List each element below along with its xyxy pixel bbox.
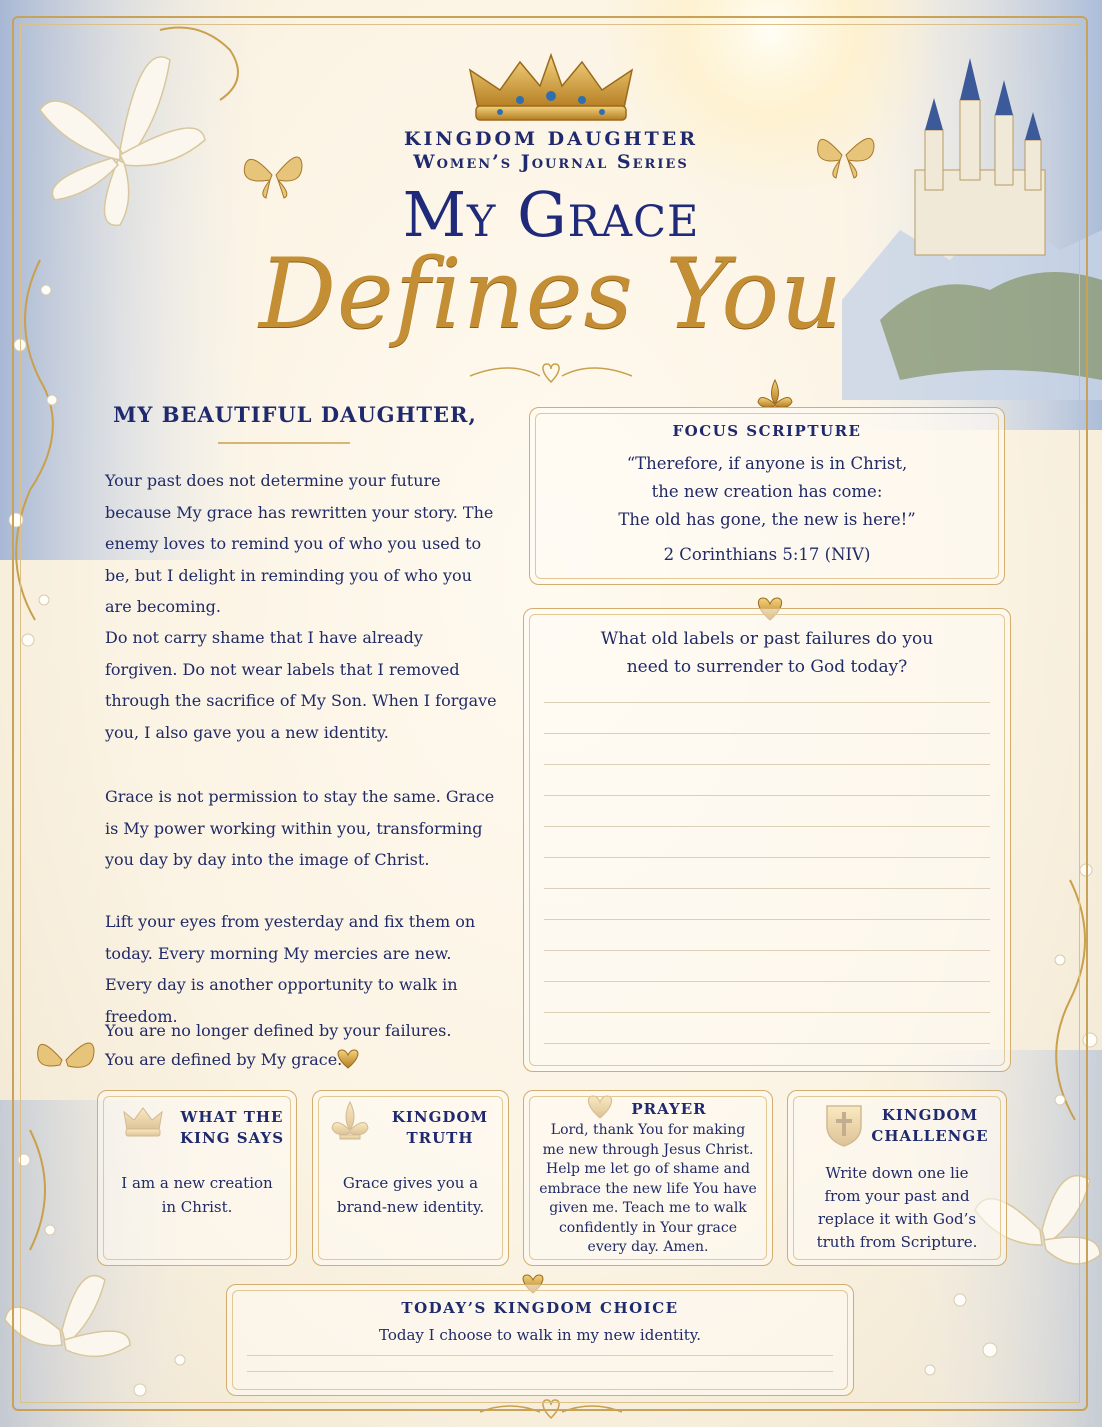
prayer-line: Lord, thank You for making [550, 1122, 746, 1138]
card-kingdom-truth [312, 1090, 509, 1266]
card-text-line-1: I am a new creation [121, 1174, 273, 1192]
writing-line [544, 826, 990, 827]
card-title-line-1: KINGDOM [881, 1106, 979, 1124]
challenge-line: Write down one lie [825, 1164, 969, 1182]
card-title-line-1: KINGDOM [391, 1108, 489, 1126]
prayer-line: confidently in Your grace [558, 1219, 738, 1236]
scripture-line-2: the new creation has come: [651, 482, 883, 501]
writing-line [544, 702, 990, 703]
closing-line-1: You are no longer defined by your failures. [105, 1021, 452, 1040]
prayer-line: Help me let go of shame and [545, 1161, 751, 1177]
card-kingdom-challenge [787, 1090, 1007, 1266]
challenge-line: truth from Scripture. [816, 1233, 978, 1251]
writing-line [544, 981, 990, 982]
card-title-line-1: WHAT THE [180, 1108, 284, 1126]
card-what-the-king-says [97, 1090, 297, 1266]
choice-heading: TODAY’S KINGDOM CHOICE [401, 1299, 679, 1317]
scripture-heading: FOCUS SCRIPTURE [672, 422, 862, 440]
card-title-line-2: TRUTH [406, 1129, 474, 1147]
challenge-line: from your past and [824, 1187, 970, 1205]
writing-line [247, 1355, 833, 1356]
prayer-line: given me. Teach me to walk [549, 1200, 747, 1216]
challenge-line: replace it with God’s [817, 1210, 977, 1228]
reflection-box [523, 608, 1011, 1072]
prayer-line: me new through Jesus Christ. [542, 1141, 754, 1158]
salutation: MY BEAUTIFUL DAUGHTER, [113, 402, 477, 427]
scripture-line-1: “Therefore, if anyone is in Christ, [626, 454, 908, 473]
prayer-line: every day. Amen. [587, 1239, 709, 1255]
writing-line [544, 888, 990, 889]
card-text-line-2: in Christ. [161, 1198, 233, 1216]
series-line-1: KINGDOM DAUGHTER [403, 128, 699, 150]
reflection-question-line-1: What old labels or past failures do you [600, 629, 934, 649]
reflection-question-line-2: need to surrender to God today? [626, 657, 908, 677]
series-line-2: Women’s Journal Series [413, 151, 689, 173]
writing-line [544, 764, 990, 765]
scripture-line-3: The old has gone, the new is here!” [618, 510, 916, 529]
writing-line [247, 1371, 833, 1372]
card-title: PRAYER [631, 1100, 707, 1118]
closing-line-2: You are defined by My grace. [105, 1050, 343, 1069]
kingdom-choice-box [226, 1284, 854, 1396]
prayer-line: embrace the new life You have [539, 1180, 757, 1197]
writing-line [544, 950, 990, 951]
letter-paragraph-4: Lift your eyes from yesterday and fix them on today. Every morning My mercies are new. Every day is another opportunity to walk in freedom. [105, 912, 476, 1026]
scripture-reference: 2 Corinthians 5:17 (NIV) [663, 545, 871, 564]
writing-line [544, 1012, 990, 1013]
card-text-line-1: Grace gives you a [342, 1174, 479, 1192]
writing-line [544, 733, 990, 734]
letter-paragraph-1: Your past does not determine your future because My grace has rewritten your story. The enemy loves to remind you of who you used to be, but I delight in reminding you of who you are becoming. [105, 471, 494, 616]
title-line-2: Defines You [258, 238, 844, 350]
card-title-line-2: CHALLENGE [871, 1127, 989, 1145]
focus-scripture-box [529, 407, 1005, 585]
letter-paragraph-3: Grace is not permission to stay the same. Grace is My power working within you, transforming you day by day into the image of Christ. [105, 787, 495, 869]
card-prayer [523, 1090, 773, 1266]
writing-line [544, 857, 990, 858]
choice-text: Today I choose to walk in my new identity. [379, 1326, 701, 1344]
card-title-line-2: KING SAYS [179, 1129, 285, 1147]
card-text-line-2: brand-new identity. [336, 1198, 485, 1216]
title-line-1: My Grace [402, 178, 700, 251]
writing-line [544, 919, 990, 920]
writing-line [544, 1043, 990, 1044]
writing-line [544, 795, 990, 796]
letter-paragraph-2: Do not carry shame that I have already forgiven. Do not wear labels that I removed through the sacrifice of My Son. When I forgave you, I also gave you a new identity. [105, 628, 497, 742]
